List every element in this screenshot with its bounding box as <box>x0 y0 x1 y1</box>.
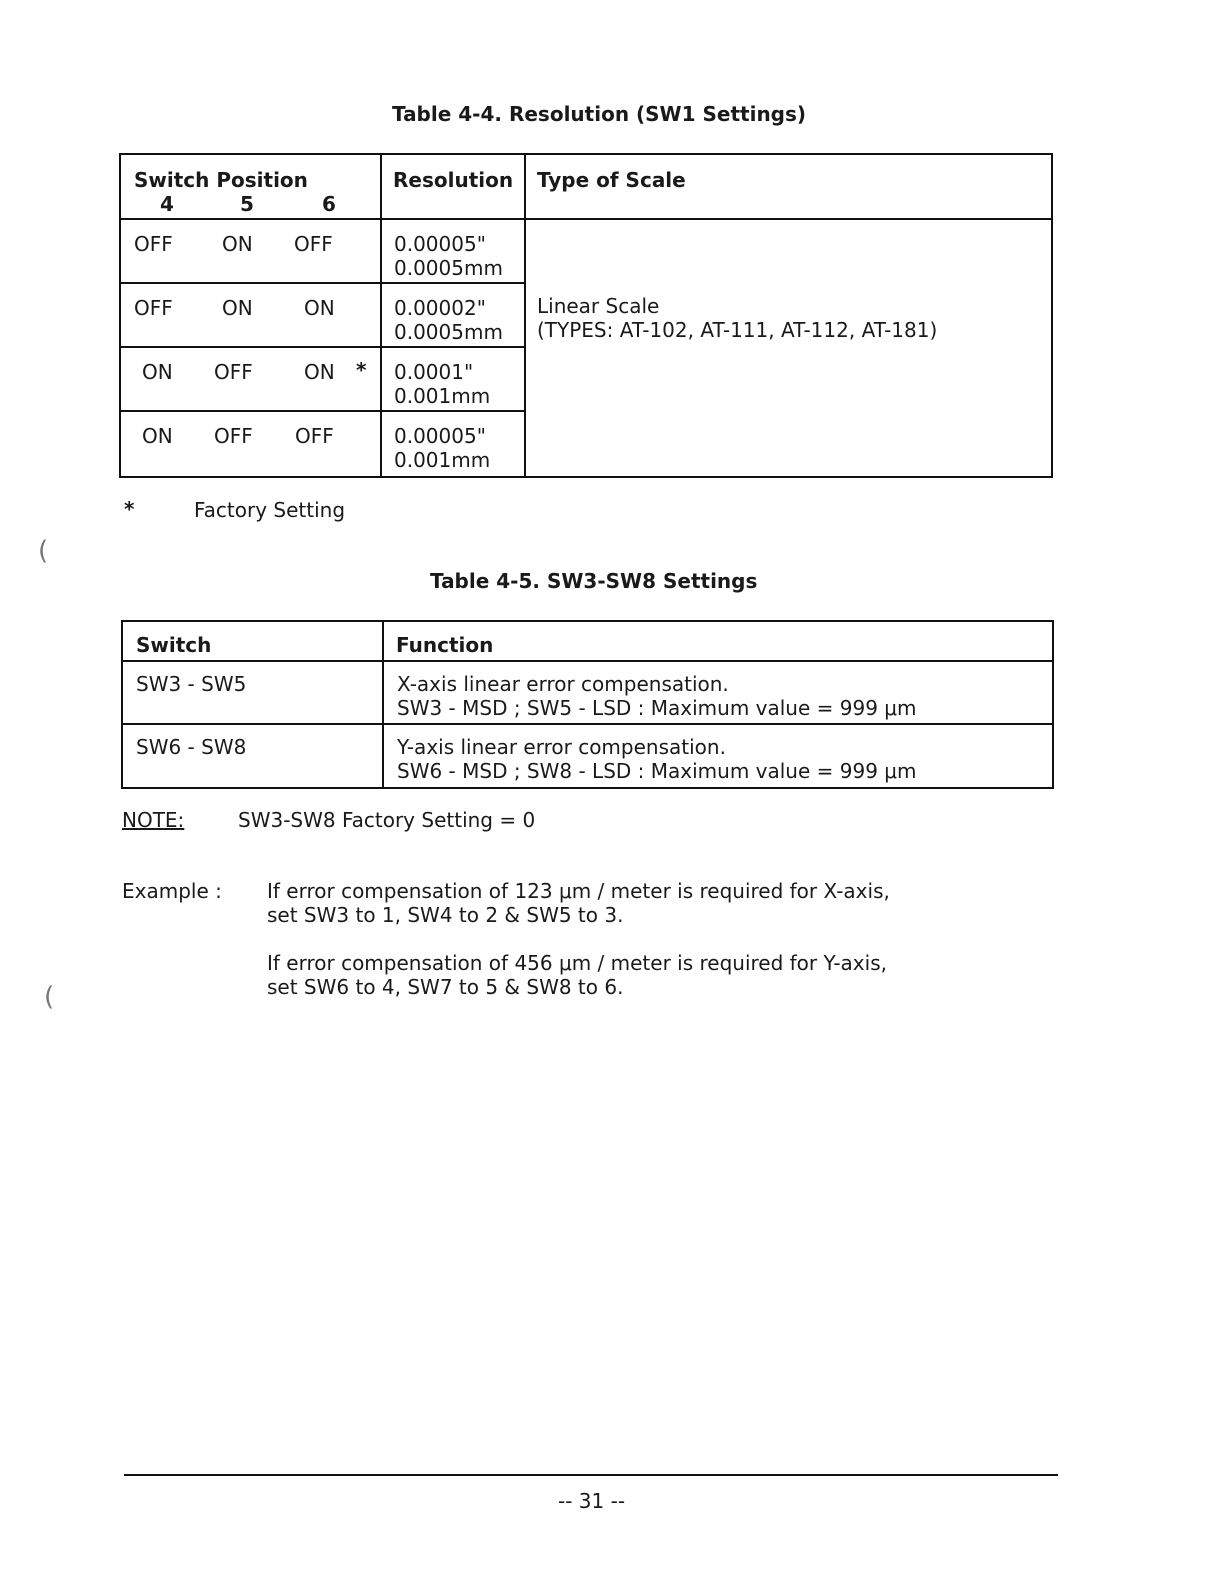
row4-res-in: 0.00005" <box>394 424 486 448</box>
row1-res-in: 0.00005" <box>394 232 486 256</box>
header-pos-6: 6 <box>322 192 336 216</box>
footnote-symbol: * <box>124 497 135 521</box>
example-p1-line1: If error compensation of 123 μm / meter is required for X-axis, <box>267 879 890 903</box>
footnote-text: Factory Setting <box>194 498 346 522</box>
row2-res-mm: 0.0005mm <box>394 320 503 344</box>
header-pos-4: 4 <box>160 192 174 216</box>
header-switch-position: Switch Position <box>134 168 308 192</box>
row4-res-mm: 0.001mm <box>394 448 491 472</box>
row4-sw4: ON <box>142 424 173 448</box>
example-p1-line2: set SW3 to 1, SW4 to 2 & SW5 to 3. <box>267 903 624 927</box>
t45-row1-switch: SW3 - SW5 <box>136 672 247 696</box>
page-number: -- 31 -- <box>558 1489 626 1513</box>
note-label: NOTE: <box>122 808 185 832</box>
footer-rule <box>124 1474 1058 1476</box>
t45-row2-line1: Y-axis linear error compensation. <box>397 735 726 759</box>
binder-hole-mark: ( <box>38 536 49 566</box>
header-function: Function <box>396 633 494 657</box>
header-resolution: Resolution <box>393 168 514 192</box>
row3-res-in: 0.0001" <box>394 360 474 384</box>
row2-sw5: ON <box>222 296 253 320</box>
t45-row1-line2: SW3 - MSD ; SW5 - LSD : Maximum value = 999 μm <box>397 696 917 720</box>
row1-sw4: OFF <box>134 232 173 256</box>
scale-type-line1: Linear Scale <box>537 294 660 318</box>
t45-row1-line1: X-axis linear error compensation. <box>397 672 729 696</box>
example-label: Example : <box>122 879 222 903</box>
t45-row2-line2: SW6 - MSD ; SW8 - LSD : Maximum value = 999 μm <box>397 759 917 783</box>
row3-sw4: ON <box>142 360 173 384</box>
row1-res-mm: 0.0005mm <box>394 256 503 280</box>
header-switch: Switch <box>136 633 212 657</box>
table-4-5-caption: Table 4-5. SW3-SW8 Settings <box>430 569 758 593</box>
binder-hole-mark: ( <box>44 982 55 1012</box>
row3-sw5: OFF <box>214 360 253 384</box>
note-text: SW3-SW8 Factory Setting = 0 <box>238 808 536 832</box>
row4-sw6: OFF <box>295 424 334 448</box>
row3-res-mm: 0.001mm <box>394 384 491 408</box>
example-p2-line1: If error compensation of 456 μm / meter is required for Y-axis, <box>267 951 887 975</box>
header-type-of-scale: Type of Scale <box>537 168 686 192</box>
row3-sw6: ON <box>304 360 335 384</box>
table-4-4-caption: Table 4-4. Resolution (SW1 Settings) <box>392 102 807 126</box>
row2-sw6: ON <box>304 296 335 320</box>
t45-row2-switch: SW6 - SW8 <box>136 735 247 759</box>
row1-sw5: ON <box>222 232 253 256</box>
factory-setting-asterisk: * <box>356 358 367 382</box>
example-p2-line2: set SW6 to 4, SW7 to 5 & SW8 to 6. <box>267 975 624 999</box>
scale-type-line2: (TYPES: AT-102, AT-111, AT-112, AT-181) <box>537 318 938 342</box>
header-pos-5: 5 <box>240 192 254 216</box>
row2-sw4: OFF <box>134 296 173 320</box>
row4-sw5: OFF <box>214 424 253 448</box>
row1-sw6: OFF <box>294 232 333 256</box>
row2-res-in: 0.00002" <box>394 296 486 320</box>
